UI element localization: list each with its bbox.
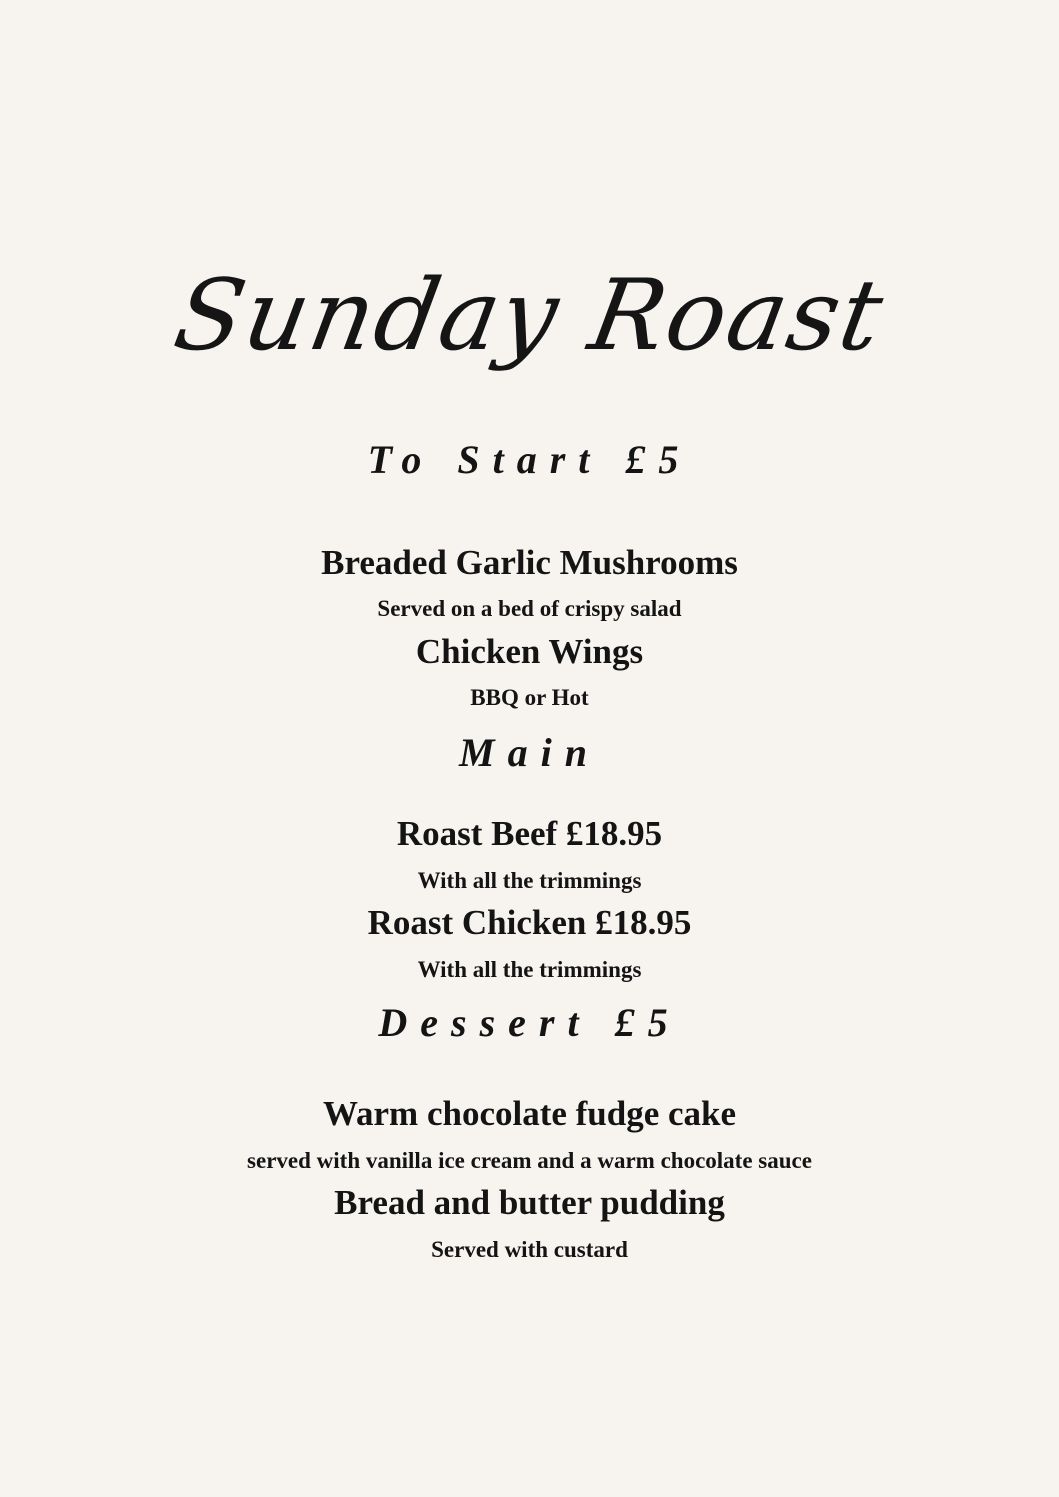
menu-title: Sunday Roast <box>166 258 893 373</box>
section-heading-main: Main <box>459 730 600 775</box>
item-name-warm-chocolate-fudge-cake: Warm chocolate fudge cake <box>322 1094 737 1133</box>
item-description-chicken-wings: BBQ or Hot <box>470 685 589 710</box>
section-heading-to-start: To Start £5 <box>367 437 692 482</box>
item-name-roast-beef: Roast Beef £18.95 <box>396 814 663 853</box>
section-heading-dessert: Dessert £5 <box>378 1000 681 1045</box>
item-description-warm-chocolate-fudge-cake: served with vanilla ice cream and a warm chocolate sauce <box>247 1148 812 1173</box>
item-description-roast-chicken: With all the trimmings <box>417 957 642 982</box>
item-description-roast-beef: With all the trimmings <box>417 868 642 893</box>
item-name-breaded-garlic-mushrooms: Breaded Garlic Mushrooms <box>321 543 738 582</box>
item-name-bread-and-butter-pudding: Bread and butter pudding <box>334 1183 725 1222</box>
item-description-bread-and-butter-pudding: Served with custard <box>431 1237 628 1262</box>
item-description-breaded-garlic-mushrooms: Served on a bed of crispy salad <box>377 596 682 621</box>
item-name-chicken-wings: Chicken Wings <box>415 632 644 671</box>
item-name-roast-chicken: Roast Chicken £18.95 <box>367 903 692 942</box>
